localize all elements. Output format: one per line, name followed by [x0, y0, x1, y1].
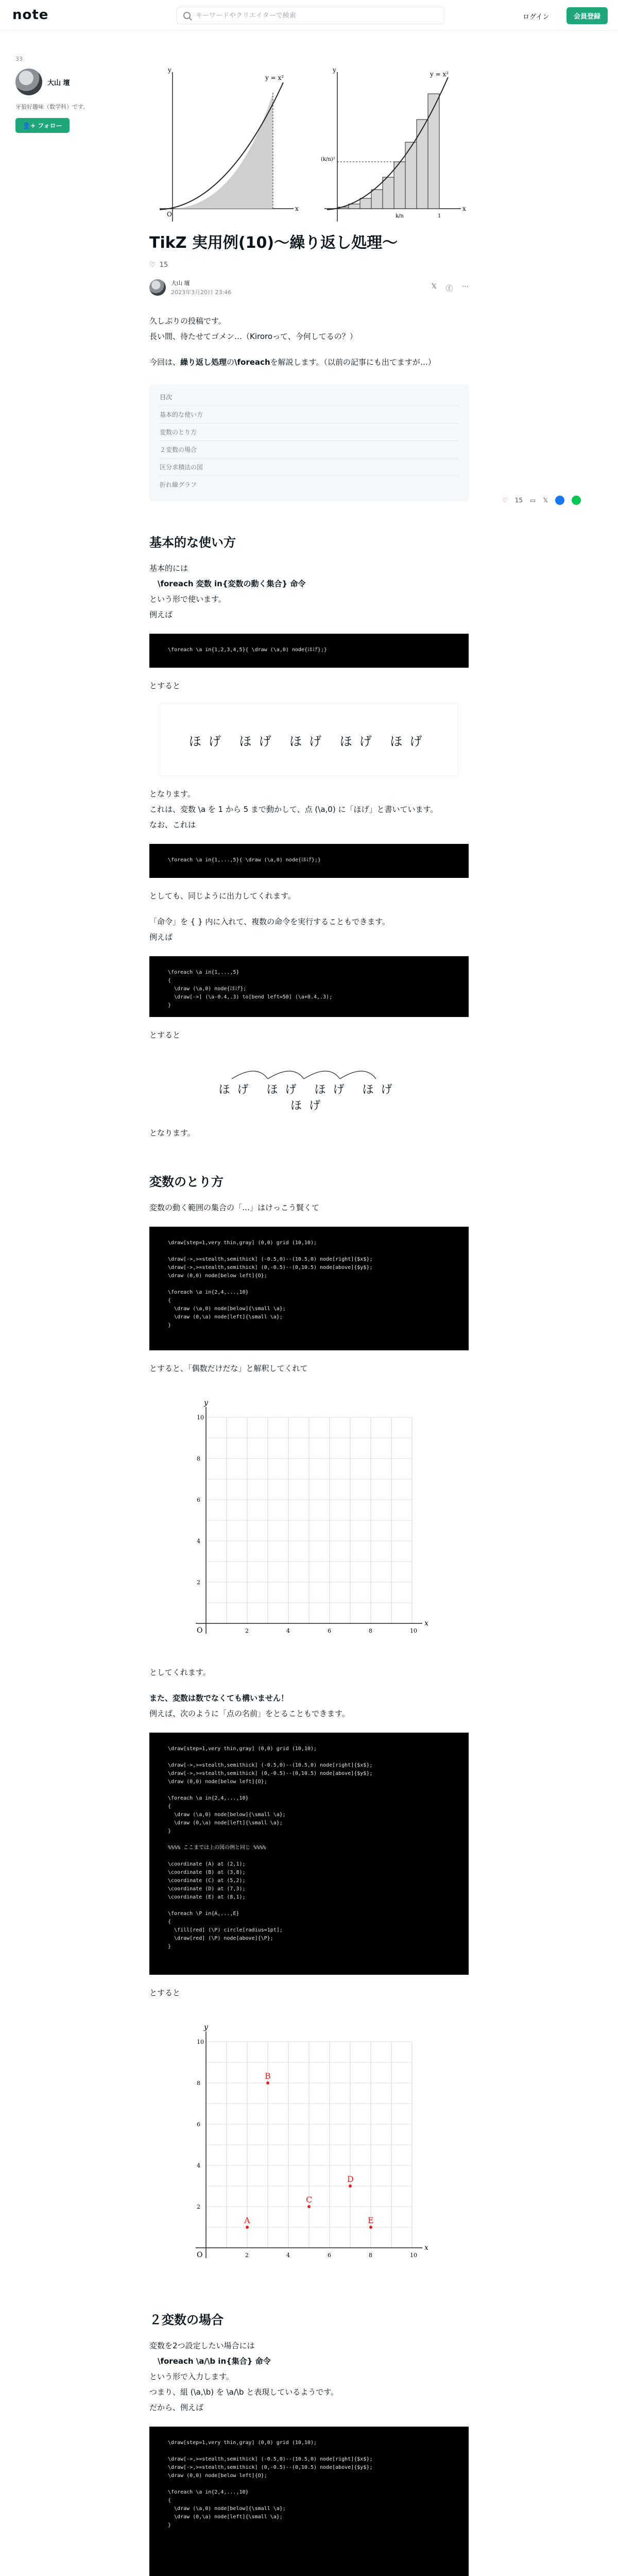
point-label: D	[347, 2174, 354, 2184]
like-row	[149, 261, 469, 269]
x-tick-label: 4	[286, 2252, 290, 2259]
hero-graphs	[149, 52, 469, 222]
point-label: E	[368, 2215, 374, 2225]
avatar[interactable]	[15, 69, 42, 95]
code-block[interactable]: \draw[step=1,very thin,gray] (0,0) grid (10,10); \draw[->,>=stealth,semithick] (-0.5,0)--(10.5,0) node[right]{$x$}; \draw[->,>=stealth,semithick] (0,-0.5)--(0,10.5) node[above]{$y$}; \draw (0,0) node[below left]{O}; \foreach \a in{2,4,...,10} { \draw (\a,0) node[below]{\small \a}; \draw (0,\a) node[left]{\small \a}; } %%%% ここまでは上の図の例と同じ %%%% \coordinate (A) at (2,1); \coordinate (B) at (3,8); \coordinate (C) at (5,2); \coordinate (D) at (7,3); \coordinate (E) at (8,1); \foreach \P in{A,...,E} { \fill[red] (\P) circle[radius=1pt]; \draw[red] (\P) node[above]{\P}; }	[149, 1733, 469, 1975]
author-bio: 牙狼好趣味（数学科）です。	[15, 104, 89, 110]
x-tick-label: 6	[328, 2252, 331, 2259]
search-icon	[183, 12, 191, 19]
svg-text:k/n: k/n	[396, 213, 404, 219]
even-tick-grid-figure	[175, 1386, 443, 1654]
svg-text:(k/n)²: (k/n)²	[321, 157, 335, 162]
signup-button[interactable]: 会員登録	[566, 7, 608, 24]
paragraph: とすると	[149, 1030, 181, 1040]
intro-line-3: 今回は、繰り返し処理の\foreachを解説します。（以前の記事にも出てますが…）	[149, 358, 436, 367]
y-tick-label: 8	[197, 1455, 200, 1462]
comment-icon[interactable]: ▭	[530, 497, 536, 504]
x-axis-label: x	[424, 2244, 428, 2252]
author-name[interactable]: 大山 壇	[47, 79, 70, 87]
login-button[interactable]: ログイン	[523, 13, 550, 21]
y-tick-label: 10	[197, 1414, 204, 1421]
paragraph: としてくれます。	[149, 1668, 211, 1677]
svg-text:y = x²: y = x²	[265, 74, 284, 81]
paragraph: という形で使います。	[149, 595, 226, 604]
paragraph: とすると、「偶数だけだな」と解釈してくれて	[149, 1364, 308, 1373]
origin-label: O	[197, 2251, 203, 2259]
x-tick-label: 2	[245, 2252, 249, 2259]
code-block[interactable]: \draw[step=1,very thin,gray] (0,0) grid (10,10); \draw[->,>=stealth,semithick] (-0.5,0)--(10.5,0) node[right]{$x$}; \draw[->,>=stealth,semithick] (0,-0.5)--(0,10.5) node[above]{$y$}; \draw (0,0) node[below left]{O}; \foreach \a in{2,4,...,10} { \draw (\a,0) node[below]{\small \a}; \draw (0,\a) node[left]{\small \a}; }	[149, 1227, 469, 1350]
sidebar-label: 33	[15, 56, 23, 62]
paragraph: これは、変数 \a を 1 から 5 まで動かして、点 (\a,0) に「ほげ」と書いています。	[149, 805, 438, 814]
byline-author[interactable]: 大山 壇	[171, 280, 190, 286]
paragraph: また、変数は数でなくても構いません！	[149, 1693, 289, 1703]
toc-item[interactable]: 基本的な使い方	[160, 405, 458, 423]
x-tick-label: 6	[328, 1628, 331, 1634]
x-share-icon[interactable]: 𝕏	[543, 497, 548, 504]
paragraph: 変数を2つ設定したい場合には	[149, 2341, 255, 2350]
y-tick-label: 2	[197, 1579, 200, 1586]
article-title: TikZ 実用例(10)〜繰り返し処理〜	[149, 234, 398, 252]
paragraph: だから、例えば	[149, 2403, 204, 2412]
site-header	[0, 0, 618, 31]
paragraph: なお、これは	[149, 820, 196, 829]
search-box[interactable]	[177, 7, 444, 24]
section-heading: 変数のとり方	[149, 1175, 224, 1189]
code-block[interactable]: \draw[step=1,very thin,gray] (0,0) grid (10,10); \draw[->,>=stealth,semithick] (-0.5,0)--(10.5,0) node[right]{$x$}; \draw[->,>=stealth,semithick] (0,-0.5)--(0,10.5) node[above]{$y$}; \draw (0,0) node[below left]{O}; \foreach \a in{2,4,...,10} { \draw (\a,0) node[below]{\small \a}; \draw (0,\a) node[left]{\small \a}; }	[149, 2427, 469, 2576]
x-tick-label: 10	[410, 2252, 417, 2259]
paragraph: つまり、組 (\a,\b) を \a/\b と表現しているようです。	[149, 2387, 339, 2397]
intro-line-1: 久しぶりの投稿です。	[149, 316, 226, 326]
paragraph: となります。	[149, 1128, 195, 1138]
point-marker	[369, 2226, 372, 2229]
point-marker	[307, 2205, 311, 2208]
x-tick-label: 2	[245, 1628, 249, 1634]
origin-label: O	[197, 1626, 203, 1635]
code-block[interactable]: \foreach \a in{1,2,3,4,5}{ \draw (\a,0) node{ほげ};}	[149, 634, 469, 668]
named-points-figure	[175, 2011, 443, 2279]
section-heading: ２変数の場合	[149, 2313, 224, 2327]
table-of-contents	[149, 384, 469, 501]
y-tick-label: 4	[197, 1538, 200, 1545]
svg-text:y: y	[333, 66, 336, 74]
more-options-icon[interactable]: ⋯	[462, 282, 469, 291]
hero-image	[149, 52, 469, 222]
toc-item[interactable]: 変数のとり方	[160, 423, 458, 440]
search-input[interactable]	[196, 12, 433, 20]
point-marker	[266, 2081, 269, 2084]
point-marker	[246, 2226, 249, 2229]
toc-heading[interactable]: 目次	[160, 394, 173, 401]
y-tick-label: 6	[197, 1497, 200, 1503]
hoge-row: ほげ ほげ ほげ ほげ ほげ	[218, 1083, 400, 1112]
paragraph: 基本的には	[149, 564, 188, 573]
paragraph: 「命令」を { } 内に入れて、複数の命令を実行することもできます。	[149, 917, 390, 926]
floating-like-count: 15	[514, 497, 523, 504]
x-axis-label: x	[424, 1619, 428, 1628]
svg-text:1: 1	[438, 213, 441, 219]
follow-label: フォロー	[38, 122, 62, 129]
paragraph: 例えば	[149, 933, 173, 942]
y-tick-label: 10	[197, 2039, 204, 2045]
point-marker	[349, 2184, 352, 2188]
paragraph: とすると	[149, 681, 181, 690]
publish-date: 2023年3月20日 23:46	[171, 289, 232, 296]
x-tick-label: 8	[369, 2252, 372, 2259]
y-axis-label: y	[204, 2023, 208, 2031]
x-tick-label: 10	[410, 1628, 417, 1634]
y-tick-label: 6	[197, 2121, 200, 2128]
code-block[interactable]: \foreach \a in{1,...,5} { \draw (\a,0) node{ほげ}; \draw[->] (\a-0.4,.3) to[bend left=50] (\a+0.4,.3); }	[149, 956, 469, 1017]
x-share-icon[interactable]: 𝕏	[431, 282, 437, 291]
toc-item[interactable]: 折れ線グラフ	[160, 476, 458, 493]
paragraph: 例えば	[149, 610, 173, 619]
heart-icon[interactable]: ♡	[149, 261, 156, 269]
x-tick-label: 8	[369, 1628, 372, 1634]
svg-text:x: x	[462, 205, 466, 212]
hoge-arrows-output	[211, 1053, 407, 1115]
paragraph: という形で入力します。	[149, 2372, 234, 2381]
follow-button[interactable]	[15, 118, 70, 133]
y-tick-label: 2	[197, 2204, 200, 2210]
facebook-icon[interactable]: ⓕ	[445, 284, 453, 293]
like-count: 15	[159, 261, 168, 269]
avatar[interactable]	[149, 279, 166, 296]
toc-item[interactable]: 区分求積法の図	[160, 458, 458, 476]
command-syntax: \foreach \a/\b in{集合} 命令	[158, 2357, 271, 2366]
facebook-icon[interactable]	[555, 496, 564, 505]
svg-text:O: O	[167, 211, 172, 218]
floating-actions	[502, 496, 581, 505]
command-syntax: \foreach 変数 in{変数の動く集合} 命令	[158, 579, 306, 588]
svg-text:y: y	[168, 66, 171, 74]
point-label: C	[306, 2195, 313, 2205]
y-tick-label: 8	[197, 2080, 200, 2087]
paragraph: とすると	[149, 1988, 181, 1997]
byline	[149, 277, 469, 298]
paragraph: となります。	[149, 789, 195, 799]
toc-item[interactable]: ２変数の場合	[160, 440, 458, 458]
svg-text:x: x	[295, 205, 299, 212]
point-label: A	[244, 2215, 250, 2225]
author-sidebar	[15, 56, 118, 133]
x-tick-label: 4	[286, 1628, 290, 1634]
note-logo[interactable]: note	[12, 7, 49, 23]
line-icon[interactable]	[572, 496, 581, 505]
section-heading: 基本的な使い方	[149, 535, 236, 550]
person-plus-icon: 👤+	[23, 122, 38, 129]
article	[149, 52, 469, 2576]
heart-icon[interactable]: ♡	[502, 497, 508, 504]
y-axis-label: y	[204, 1399, 208, 1407]
intro-line-2: 長い間、待たせてゴメン…（Kiroroって、今何してるの？）	[149, 332, 357, 341]
paragraph: 変数の動く範囲の集合の「…」はけっこう賢くて	[149, 1203, 320, 1212]
hoge-output: ほげ ほげ ほげ ほげ ほげ	[160, 704, 458, 776]
point-label: B	[265, 2071, 271, 2081]
y-tick-label: 4	[197, 2162, 200, 2169]
code-block[interactable]: \foreach \a in{1,...,5}{ \draw (\a,0) node{ほげ};}	[149, 844, 469, 878]
svg-text:y = x²: y = x²	[430, 71, 449, 78]
paragraph: 例えば、次のように「点の名前」をとることもできます。	[149, 1709, 350, 1718]
paragraph: としても、同じように出力してくれます。	[149, 891, 296, 901]
